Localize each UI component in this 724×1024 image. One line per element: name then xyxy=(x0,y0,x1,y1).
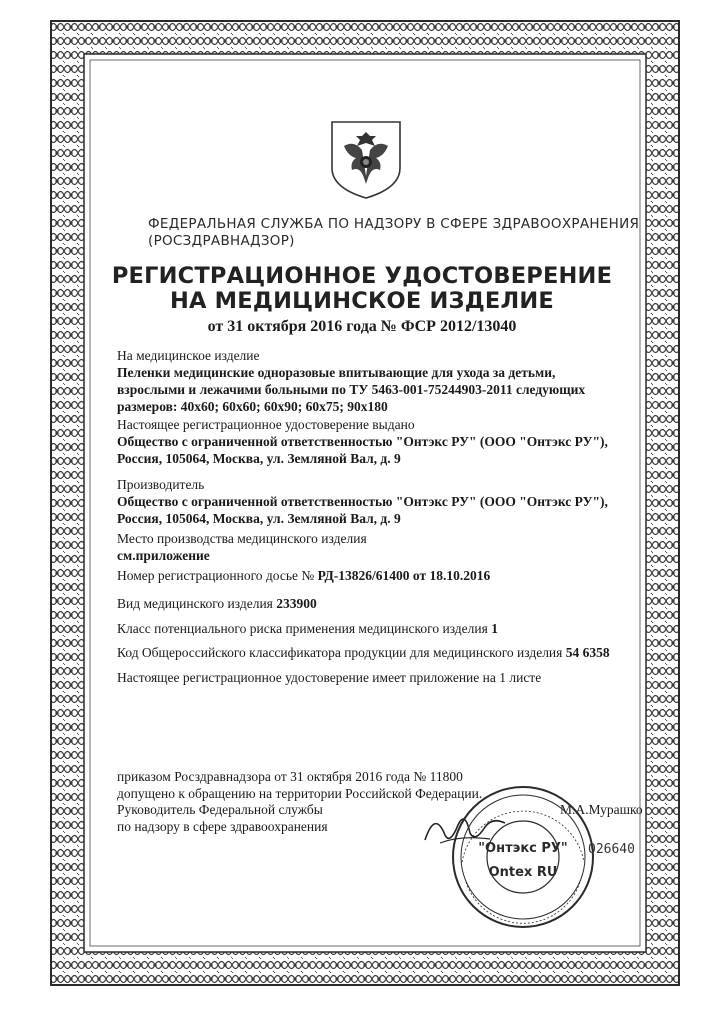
certificate-title-line-2: НА МЕДИЦИНСКОЕ ИЗДЕЛИЕ xyxy=(170,288,554,314)
dossier-value: РД-13826/61400 от 18.10.2016 xyxy=(317,568,491,583)
signatory-line-2: по надзору в сфере здравоохранения xyxy=(117,819,328,834)
appendix-note: Настоящее регистрационное удостоверение имеет приложение на 1 листе xyxy=(117,670,542,685)
order-line-2: допущено к обращению на территории Российской Федерации. xyxy=(117,786,483,801)
manufacturer-section xyxy=(117,476,627,527)
device-section xyxy=(117,347,627,415)
signatory-name: М.А.Мурашко xyxy=(560,802,643,817)
agency-name xyxy=(148,216,639,250)
device-line-2: взрослыми и лежачими больными по ТУ 5463-001-75244903-2011 следующих xyxy=(117,382,586,397)
okp-value: 54 6358 xyxy=(565,645,610,660)
dossier-label: Номер регистрационного досье № xyxy=(117,568,318,583)
company-seal-stamp xyxy=(448,782,598,932)
agency-line-2: (РОСЗДРАВНАДЗОР) xyxy=(148,233,295,249)
manufacturer-line-1: Общество с ограниченной ответственностью "Онтэкс РУ" (ООО "Онтэкс РУ"), xyxy=(117,494,608,509)
kind-label: Вид медицинского изделия xyxy=(117,596,277,611)
coat-of-arms-emblem xyxy=(326,118,406,200)
signatory-line-1: Руководитель Федеральной службы xyxy=(117,802,323,817)
device-label: На медицинское изделие xyxy=(117,348,260,363)
certificate-serial-number: 026640 xyxy=(588,842,635,857)
production-value: см.приложение xyxy=(117,548,210,563)
okp-code-row xyxy=(117,644,627,661)
stamp-center-line-2: Ontex RU xyxy=(488,865,558,880)
certificate-date-number: от 31 октября 2016 года № ФСР 2012/13040 xyxy=(207,318,517,335)
issued-to-line-1: Общество с ограниченной ответственностью "Онтэкс РУ" (ООО "Онтэкс РУ"), xyxy=(117,434,608,449)
agency-line-1: ФЕДЕРАЛЬНАЯ СЛУЖБА ПО НАДЗОРУ В СФЕРЕ ЗДРАВООХРАНЕНИЯ xyxy=(148,216,640,232)
okp-label: Код Общероссийского классификатора продукции для медицинского изделия xyxy=(117,645,566,660)
issued-to-section xyxy=(117,416,627,467)
risk-class-row xyxy=(117,620,627,637)
order-line-1: приказом Росздравнадзора от 31 октября 2016 года № 11800 xyxy=(117,769,463,784)
production-section xyxy=(117,530,627,564)
device-line-3: размеров: 40х60; 60х60; 60х90; 60х75; 90х180 xyxy=(117,399,388,414)
device-kind-row xyxy=(117,595,627,612)
manufacturer-label: Производитель xyxy=(117,477,205,492)
manufacturer-line-2: Россия, 105064, Москва, ул. Земляной Вал, д. 9 xyxy=(117,511,401,526)
device-line-1: Пеленки медицинские одноразовые впитывающие для ухода за детьми, xyxy=(117,365,556,380)
issued-to-line-2: Россия, 105064, Москва, ул. Земляной Вал, д. 9 xyxy=(117,451,401,466)
risk-class-value: 1 xyxy=(491,621,498,636)
stamp-center-line-1: "Онтэкс РУ" xyxy=(478,841,568,856)
issued-to-label: Настоящее регистрационное удостоверение выдано xyxy=(117,417,415,432)
certificate-title-line-1: РЕГИСТРАЦИОННОЕ УДОСТОВЕРЕНИЕ xyxy=(111,263,613,289)
production-label: Место производства медицинского изделия xyxy=(117,531,367,546)
risk-class-label: Класс потенциального риска применения медицинского изделия xyxy=(117,621,492,636)
dossier-row xyxy=(117,567,627,584)
kind-value: 233900 xyxy=(276,596,317,611)
